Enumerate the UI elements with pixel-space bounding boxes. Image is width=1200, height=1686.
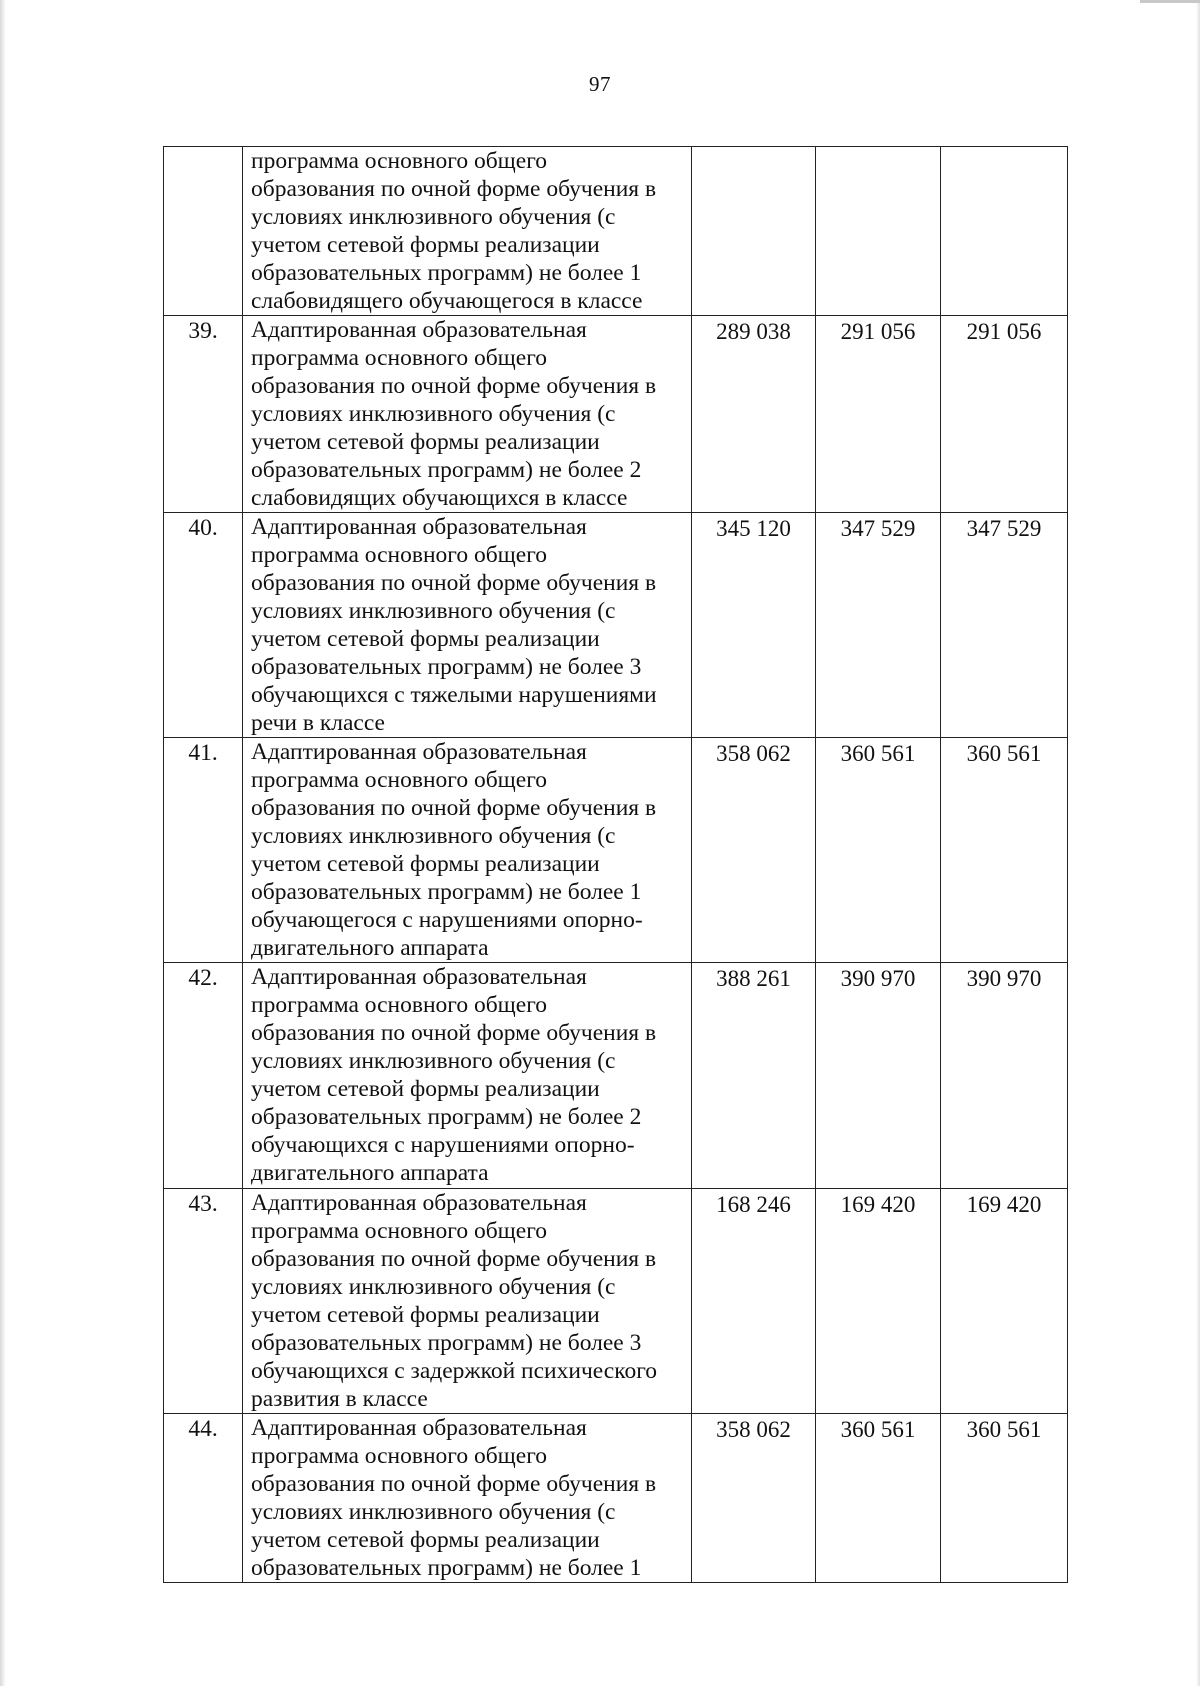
value-cell-3: 360 561 (941, 1414, 1068, 1583)
value-cell-1: 345 120 (692, 513, 816, 738)
row-number (164, 147, 243, 316)
value-cell-2: 390 970 (816, 963, 941, 1189)
scan-edge-left (0, 0, 6, 1686)
value-cell-1: 358 062 (692, 738, 816, 963)
value-cell-2: 347 529 (816, 513, 941, 738)
value-cell-1: 388 261 (692, 963, 816, 1189)
value-cell-2: 169 420 (816, 1189, 941, 1414)
table-row (164, 1189, 1068, 1414)
row-number: 42. (164, 963, 243, 1189)
value-cell-2: 291 056 (816, 316, 941, 513)
row-description: Адаптированная образовательная программа основного общего образования по очной форме обучения в условиях инклюзивного обучения (с учетом сетевой формы реализации образовательных программ) не более 1 обучающегося с нарушениями опорно- двигательного аппарата (243, 738, 692, 963)
value-cell-3: 360 561 (941, 738, 1068, 963)
row-number: 44. (164, 1414, 243, 1583)
value-cell-2: 360 561 (816, 1414, 941, 1583)
row-number: 41. (164, 738, 243, 963)
value-cell-3: 347 529 (941, 513, 1068, 738)
row-description: Адаптированная образовательная программа основного общего образования по очной форме обучения в условиях инклюзивного обучения (с учетом сетевой формы реализации образовательных программ) не более 3 обучающихся с тяжелыми нарушениями речи в классе (243, 513, 692, 738)
value-cell-3: 390 970 (941, 963, 1068, 1189)
row-number: 43. (164, 1189, 243, 1414)
value-cell-3 (941, 147, 1068, 316)
value-cell-1: 358 062 (692, 1414, 816, 1583)
table-row (164, 963, 1068, 1189)
scan-corner-mark (1140, 0, 1200, 3)
scan-edge-right (1196, 0, 1200, 1686)
row-description: Адаптированная образовательная программа основного общего образования по очной форме обучения в условиях инклюзивного обучения (с учетом сетевой формы реализации образовательных программ) не более 2 слабовидящих обучающихся в классе (243, 316, 692, 513)
page-number: 97 (589, 72, 611, 96)
table-row (164, 1414, 1068, 1583)
table-row (164, 316, 1068, 513)
table-row (164, 738, 1068, 963)
row-number: 39. (164, 316, 243, 513)
row-number: 40. (164, 513, 243, 738)
cost-table (163, 146, 1068, 1583)
table-row (164, 147, 1068, 316)
row-description: программа основного общего образования по очной форме обучения в условиях инклюзивного обучения (с учетом сетевой формы реализации образовательных программ) не более 1 слабовидящего обучающегося в классе (243, 147, 692, 316)
row-description: Адаптированная образовательная программа основного общего образования по очной форме обучения в условиях инклюзивного обучения (с учетом сетевой формы реализации образовательных программ) не более 3 обучающихся с задержкой психического развития в классе (243, 1189, 692, 1414)
value-cell-2: 360 561 (816, 738, 941, 963)
table-row (164, 513, 1068, 738)
value-cell-1: 289 038 (692, 316, 816, 513)
value-cell-3: 291 056 (941, 316, 1068, 513)
value-cell-1: 168 246 (692, 1189, 816, 1414)
value-cell-3: 169 420 (941, 1189, 1068, 1414)
row-description: Адаптированная образовательная программа основного общего образования по очной форме обучения в условиях инклюзивного обучения (с учетом сетевой формы реализации образовательных программ) не более 2 обучающихся с нарушениями опорно- двигательного аппарата (243, 963, 692, 1189)
value-cell-2 (816, 147, 941, 316)
row-description: Адаптированная образовательная программа основного общего образования по очной форме обучения в условиях инклюзивного обучения (с учетом сетевой формы реализации образовательных программ) не более 1 (243, 1414, 692, 1583)
value-cell-1 (692, 147, 816, 316)
